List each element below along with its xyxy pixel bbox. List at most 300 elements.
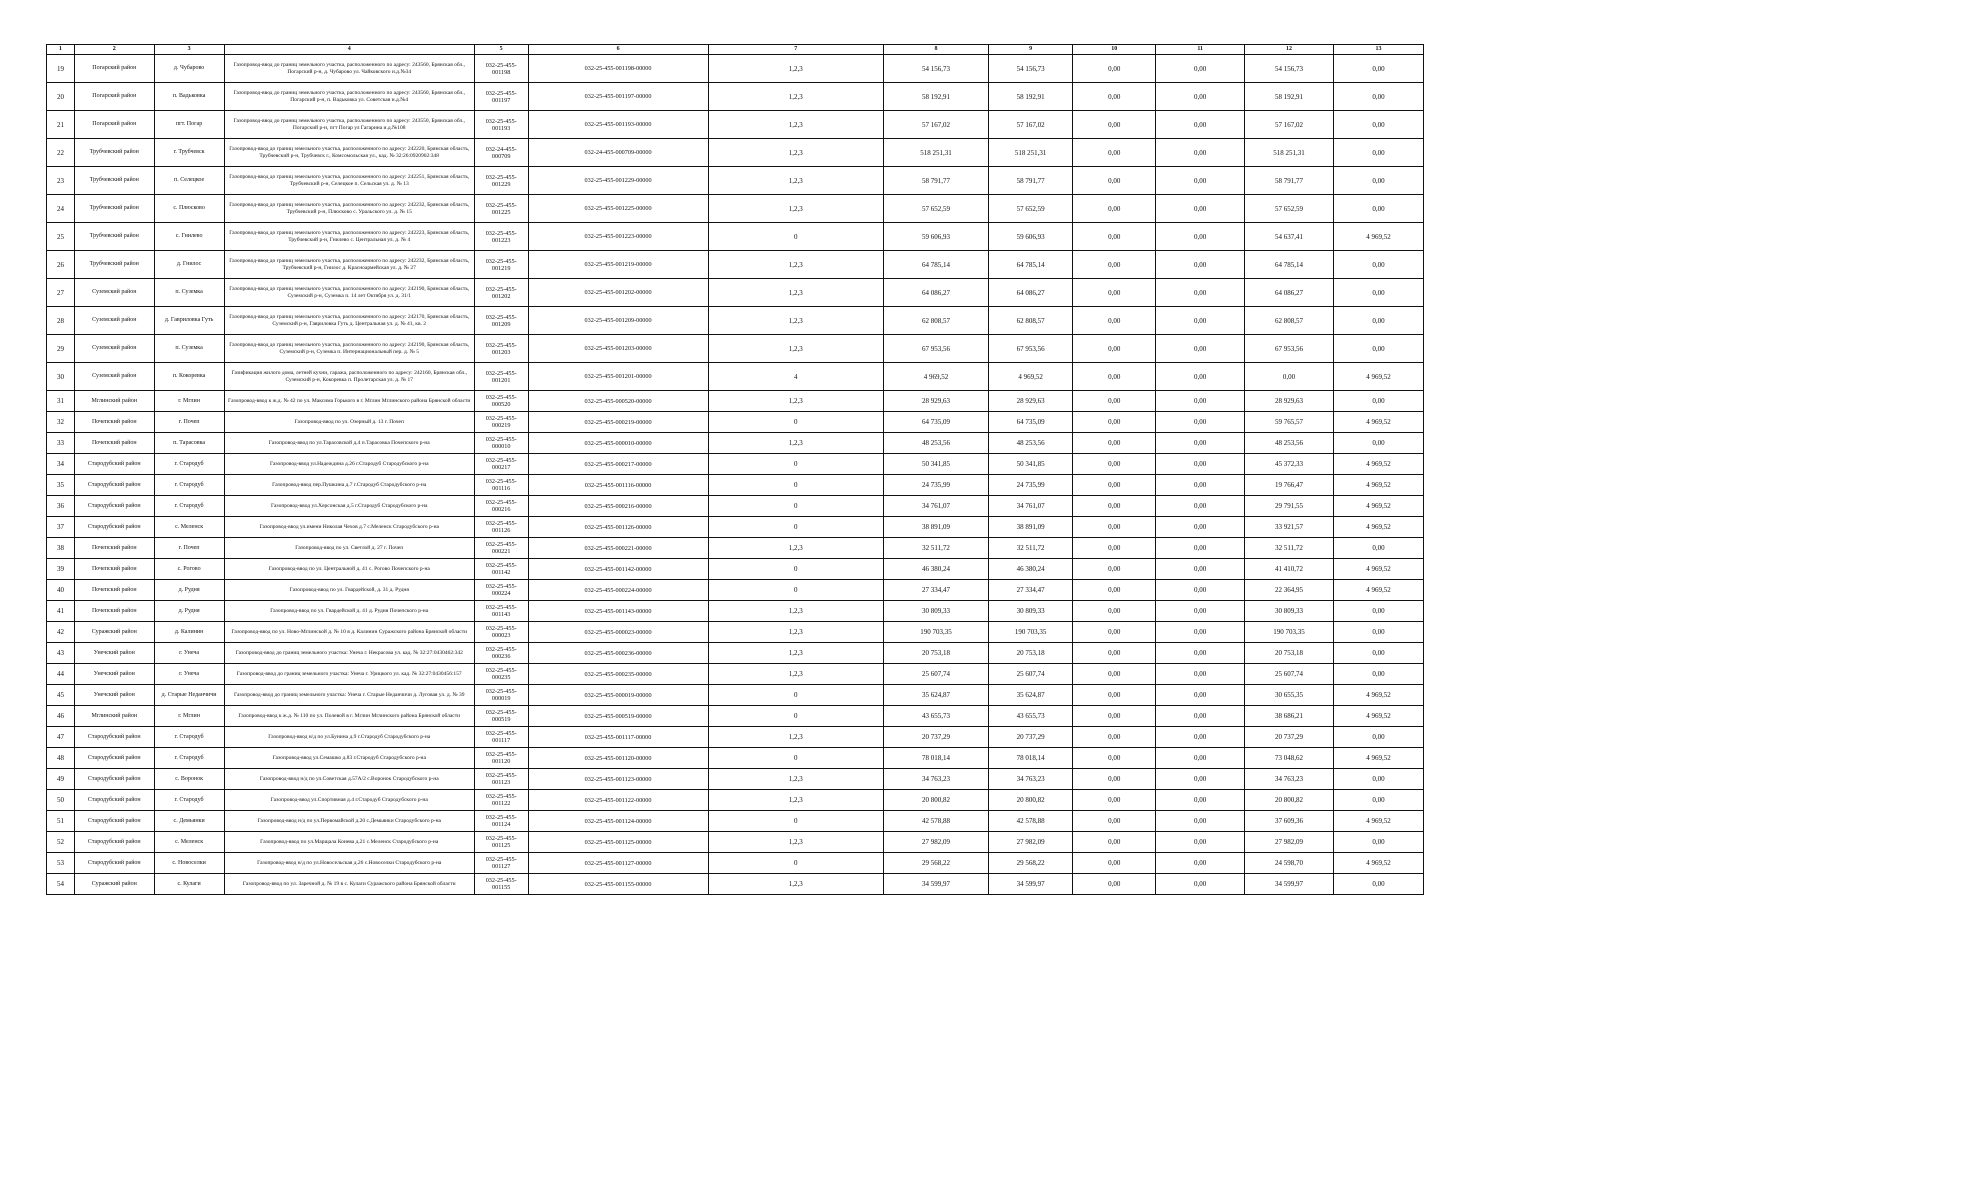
object-full-code-cell: 032-25-455-001155-00000 [528,874,708,895]
table-row [47,307,1424,335]
object-full-code-cell: 032-25-455-001203-00000 [528,335,708,363]
amount-col11-cell: 0,00 [1156,748,1245,769]
district-cell: Суземский район [75,363,154,391]
amount-col13-cell: 0,00 [1333,55,1423,83]
amount-col11-cell: 0,00 [1156,223,1245,251]
amount-col12-cell: 19 766,47 [1245,475,1334,496]
column-header: 9 [989,45,1073,55]
district-cell: Стародубский район [75,853,154,874]
district-cell: Стародубский район [75,517,154,538]
row-number-cell: 52 [47,832,75,853]
category-cell: 1,2,3 [708,83,883,111]
row-number-cell: 54 [47,874,75,895]
district-cell: Трубчевский район [75,223,154,251]
object-full-code-cell: 032-25-455-001229-00000 [528,167,708,195]
category-cell: 1,2,3 [708,727,883,748]
amount-col13-cell: 0,00 [1333,391,1423,412]
object-description-cell: Газопровод-ввод до границ земельного участка, расположенного по адресу: 242220, Брянская область, Трубчевский р-н, Трубчевск г., Комсомольская ул., кад. № 32:26:0920902:348 [224,139,474,167]
amount-col8-cell: 38 891,09 [883,517,988,538]
amount-col13-cell: 4 969,52 [1333,811,1423,832]
object-description-cell: Газопровод-ввод до границ земельного участка: Унеча г. Урицкого ул. кад. № 32:27:0430456:157 [224,664,474,685]
object-code-cell: 032-25-455-000235 [474,664,528,685]
table-row [47,475,1424,496]
object-code-cell: 032-25-455-001225 [474,195,528,223]
object-code-cell: 032-25-455-001203 [474,335,528,363]
amount-col9-cell: 38 891,09 [989,517,1073,538]
amount-col11-cell: 0,00 [1156,412,1245,433]
table-row [47,538,1424,559]
table-row [47,167,1424,195]
amount-col10-cell: 0,00 [1073,433,1156,454]
category-cell: 0 [708,748,883,769]
amount-col10-cell: 0,00 [1073,769,1156,790]
district-cell: Унечский район [75,643,154,664]
amount-col11-cell: 0,00 [1156,139,1245,167]
amount-col10-cell: 0,00 [1073,727,1156,748]
row-number-cell: 21 [47,111,75,139]
object-full-code-cell: 032-25-455-001197-00000 [528,83,708,111]
amount-col10-cell: 0,00 [1073,559,1156,580]
amount-col11-cell: 0,00 [1156,643,1245,664]
category-cell: 1,2,3 [708,139,883,167]
table-row [47,251,1424,279]
amount-col8-cell: 24 735,99 [883,475,988,496]
amount-col9-cell: 57 652,59 [989,195,1073,223]
locality-cell: д. Гавриловка Гуть [154,307,224,335]
amount-col8-cell: 57 652,59 [883,195,988,223]
amount-col10-cell: 0,00 [1073,874,1156,895]
category-cell: 1,2,3 [708,167,883,195]
amount-col8-cell: 32 511,72 [883,538,988,559]
object-description-cell: Газопровод-ввод ул.Херсонская д.5 г.Стародуб Стародубского р-на [224,496,474,517]
amount-col8-cell: 28 929,63 [883,391,988,412]
object-description-cell: Газопровод-ввод до границ земельного участка, расположенного по адресу: 242190, Брянская область, Суземский р-н, Суземка п. Интернациональный пер. д. № 5 [224,335,474,363]
category-cell: 0 [708,517,883,538]
amount-col10-cell: 0,00 [1073,391,1156,412]
category-cell: 1,2,3 [708,391,883,412]
table-row [47,685,1424,706]
amount-col11-cell: 0,00 [1156,832,1245,853]
amount-col9-cell: 30 809,33 [989,601,1073,622]
row-number-cell: 29 [47,335,75,363]
row-number-cell: 20 [47,83,75,111]
object-code-cell: 032-25-455-001229 [474,167,528,195]
table-row [47,433,1424,454]
amount-col12-cell: 58 192,91 [1245,83,1334,111]
table-row [47,559,1424,580]
object-full-code-cell: 032-25-455-001127-00000 [528,853,708,874]
column-header: 3 [154,45,224,55]
locality-cell: г. Стародуб [154,790,224,811]
amount-col13-cell: 4 969,52 [1333,706,1423,727]
object-full-code-cell: 032-25-455-000219-00000 [528,412,708,433]
object-description-cell: Газопровод-ввод до границ земельного участка: Унеча г. Старые Неданчичи д. Луговая ул. д. № 39 [224,685,474,706]
locality-cell: пгт. Погар [154,111,224,139]
object-description-cell: Газификация жилого дома, летней кухни, гаража, расположенного по адресу: 242160, Брянская обл., Суземский р-н, Кокоревка п. Пролетарская ул. д. № 17 [224,363,474,391]
district-cell: Стародубский район [75,496,154,517]
district-cell: Почепский район [75,433,154,454]
amount-col11-cell: 0,00 [1156,55,1245,83]
amount-col11-cell: 0,00 [1156,706,1245,727]
locality-cell: п. Тарасовка [154,433,224,454]
amount-col13-cell: 0,00 [1333,622,1423,643]
object-code-cell: 032-25-455-001143 [474,601,528,622]
object-full-code-cell: 032-25-455-001219-00000 [528,251,708,279]
district-cell: Суземский район [75,279,154,307]
amount-col12-cell: 48 253,56 [1245,433,1334,454]
locality-cell: с. Меленск [154,832,224,853]
amount-col13-cell: 0,00 [1333,111,1423,139]
object-code-cell: 032-25-455-001202 [474,279,528,307]
table-row [47,195,1424,223]
amount-col10-cell: 0,00 [1073,832,1156,853]
object-description-cell: Газопровод-ввод ул.Спортивная д.4 г.Стародуб Стародубского р-на [224,790,474,811]
table-row [47,55,1424,83]
amount-col8-cell: 48 253,56 [883,433,988,454]
locality-cell: с. Воронок [154,769,224,790]
amount-col8-cell: 64 086,27 [883,279,988,307]
locality-cell: с. Рогово [154,559,224,580]
amount-col10-cell: 0,00 [1073,853,1156,874]
object-description-cell: Газопровод-ввод к ж.д. № 110 по ул. Полевой в г. Мглин Мглинского района Брянской области [224,706,474,727]
amount-col9-cell: 64 086,27 [989,279,1073,307]
object-code-cell: 032-25-455-001124 [474,811,528,832]
object-full-code-cell: 032-25-455-000224-00000 [528,580,708,601]
amount-col9-cell: 28 929,63 [989,391,1073,412]
table-row [47,622,1424,643]
amount-col12-cell: 59 765,57 [1245,412,1334,433]
category-cell: 0 [708,559,883,580]
amount-col12-cell: 25 607,74 [1245,664,1334,685]
amount-col12-cell: 62 808,57 [1245,307,1334,335]
object-description-cell: Газопровод-ввод до границ земельного участка: Унеча г. Некрасова ул. кад. № 32:27:0430462:342 [224,643,474,664]
amount-col10-cell: 0,00 [1073,580,1156,601]
object-full-code-cell: 032-25-455-001116-00000 [528,475,708,496]
table-row [47,874,1424,895]
category-cell: 1,2,3 [708,643,883,664]
object-code-cell: 032-25-455-000023 [474,622,528,643]
locality-cell: г. Унеча [154,643,224,664]
amount-col8-cell: 27 334,47 [883,580,988,601]
amount-col10-cell: 0,00 [1073,685,1156,706]
object-description-cell: Газопровод-ввод н/д по ул.Новосельская д.26 с.Новоселки Стародубского р-на [224,853,474,874]
amount-col12-cell: 28 929,63 [1245,391,1334,412]
amount-col13-cell: 4 969,52 [1333,748,1423,769]
locality-cell: п. Суземка [154,279,224,307]
column-header: 4 [224,45,474,55]
table-row [47,363,1424,391]
object-code-cell: 032-25-455-001122 [474,790,528,811]
amount-col12-cell: 64 086,27 [1245,279,1334,307]
object-full-code-cell: 032-25-455-001126-00000 [528,517,708,538]
amount-col9-cell: 190 703,35 [989,622,1073,643]
amount-col11-cell: 0,00 [1156,790,1245,811]
amount-col8-cell: 50 341,85 [883,454,988,475]
row-number-cell: 53 [47,853,75,874]
object-full-code-cell: 032-25-455-000217-00000 [528,454,708,475]
amount-col13-cell: 0,00 [1333,643,1423,664]
row-number-cell: 24 [47,195,75,223]
amount-col9-cell: 48 253,56 [989,433,1073,454]
object-full-code-cell: 032-25-455-000235-00000 [528,664,708,685]
object-description-cell: Газопровод-ввод ул.Семашко д.83 г.Стародуб Стародубского р-на [224,748,474,769]
object-description-cell: Газопровод-ввод по ул. Озерный д. 13 г. Почеп [224,412,474,433]
amount-col10-cell: 0,00 [1073,307,1156,335]
row-number-cell: 43 [47,643,75,664]
object-code-cell: 032-25-455-001219 [474,251,528,279]
object-full-code-cell: 032-25-455-001117-00000 [528,727,708,748]
amount-col13-cell: 0,00 [1333,832,1423,853]
category-cell: 1,2,3 [708,335,883,363]
locality-cell: г. Стародуб [154,454,224,475]
amount-col13-cell: 4 969,52 [1333,580,1423,601]
amount-col11-cell: 0,00 [1156,622,1245,643]
amount-col10-cell: 0,00 [1073,223,1156,251]
object-description-cell: Газопровод-ввод по ул. Гвардейской, д. 31 д. Рудня [224,580,474,601]
row-number-cell: 51 [47,811,75,832]
amount-col8-cell: 34 761,07 [883,496,988,517]
table-row [47,601,1424,622]
amount-col11-cell: 0,00 [1156,811,1245,832]
object-full-code-cell: 032-25-455-001209-00000 [528,307,708,335]
object-full-code-cell: 032-24-455-000709-00000 [528,139,708,167]
amount-col9-cell: 54 156,73 [989,55,1073,83]
amount-col9-cell: 27 982,09 [989,832,1073,853]
district-cell: Почепский район [75,559,154,580]
amount-col9-cell: 46 380,24 [989,559,1073,580]
amount-col8-cell: 20 737,29 [883,727,988,748]
amount-col11-cell: 0,00 [1156,601,1245,622]
amount-col13-cell: 0,00 [1333,727,1423,748]
amount-col8-cell: 58 791,77 [883,167,988,195]
amount-col11-cell: 0,00 [1156,727,1245,748]
amount-col13-cell: 0,00 [1333,307,1423,335]
amount-col9-cell: 62 808,57 [989,307,1073,335]
object-code-cell: 032-25-455-001125 [474,832,528,853]
column-header: 7 [708,45,883,55]
object-full-code-cell: 032-25-455-001120-00000 [528,748,708,769]
table-row [47,811,1424,832]
amount-col9-cell: 35 624,87 [989,685,1073,706]
amount-col11-cell: 0,00 [1156,538,1245,559]
object-description-cell: Газопровод-ввод по ул. Гвардейской д. 41 д. Рудня Почепского р-на [224,601,474,622]
amount-col9-cell: 4 969,52 [989,363,1073,391]
category-cell: 1,2,3 [708,279,883,307]
amount-col8-cell: 67 953,56 [883,335,988,363]
object-full-code-cell: 032-25-455-001193-00000 [528,111,708,139]
object-code-cell: 032-25-455-001209 [474,307,528,335]
category-cell: 0 [708,706,883,727]
amount-col8-cell: 64 735,09 [883,412,988,433]
object-description-cell: Газопровод-ввод до границ земельного участка, расположенного по адресу: 242251, Брянская область, Трубчевский р-н, Селецкое п. Сельская ул. д. № 13 [224,167,474,195]
amount-col11-cell: 0,00 [1156,664,1245,685]
table-row [47,111,1424,139]
object-description-cell: Газопровод-ввод до границ земельного участка, расположенного по адресу: 243560, Брянская обл., Погарский р-н, п. Вадьковка ул. Советская и.д.№4 [224,83,474,111]
row-number-cell: 19 [47,55,75,83]
amount-col8-cell: 58 192,91 [883,83,988,111]
category-cell: 0 [708,496,883,517]
district-cell: Стародубский район [75,790,154,811]
amount-col12-cell: 518 251,31 [1245,139,1334,167]
locality-cell: г. Мглин [154,706,224,727]
amount-col12-cell: 73 048,62 [1245,748,1334,769]
table-row [47,748,1424,769]
amount-col12-cell: 20 737,29 [1245,727,1334,748]
object-code-cell: 032-24-455-000709 [474,139,528,167]
amount-col13-cell: 4 969,52 [1333,475,1423,496]
category-cell: 0 [708,223,883,251]
object-full-code-cell: 032-25-455-001122-00000 [528,790,708,811]
column-header: 12 [1245,45,1334,55]
district-cell: Почепский район [75,538,154,559]
object-code-cell: 032-25-455-001126 [474,517,528,538]
amount-col9-cell: 518 251,31 [989,139,1073,167]
category-cell: 0 [708,475,883,496]
column-header: 2 [75,45,154,55]
row-number-cell: 48 [47,748,75,769]
amount-col9-cell: 29 568,22 [989,853,1073,874]
object-description-cell: Газопровод-ввод ул.имени Николая Чехов д.7 с.Меленск Стародубского р-на [224,517,474,538]
category-cell: 1,2,3 [708,195,883,223]
object-full-code-cell: 032-25-455-000023-00000 [528,622,708,643]
amount-col10-cell: 0,00 [1073,475,1156,496]
object-code-cell: 032-25-455-000221 [474,538,528,559]
object-description-cell: Газопровод-ввод пер.Пушкина д.7 г.Стародуб Стародубского р-на [224,475,474,496]
amount-col9-cell: 32 511,72 [989,538,1073,559]
table-row [47,643,1424,664]
amount-col13-cell: 0,00 [1333,139,1423,167]
amount-col10-cell: 0,00 [1073,363,1156,391]
amount-col12-cell: 37 609,36 [1245,811,1334,832]
amount-col11-cell: 0,00 [1156,496,1245,517]
column-header: 5 [474,45,528,55]
district-cell: Погарский район [75,83,154,111]
object-description-cell: Газопровод-ввод ул.Надеждина д.26 г.Стародуб Стародубского р-на [224,454,474,475]
object-full-code-cell: 032-25-455-001142-00000 [528,559,708,580]
object-full-code-cell: 032-25-455-000019-00000 [528,685,708,706]
amount-col11-cell: 0,00 [1156,433,1245,454]
category-cell: 0 [708,811,883,832]
amount-col13-cell: 4 969,52 [1333,454,1423,475]
locality-cell: д. Чубарово [154,55,224,83]
object-code-cell: 032-25-455-000216 [474,496,528,517]
amount-col13-cell: 0,00 [1333,601,1423,622]
amount-col10-cell: 0,00 [1073,706,1156,727]
amount-col12-cell: 34 763,23 [1245,769,1334,790]
district-cell: Мглинский район [75,391,154,412]
district-cell: Суземский район [75,307,154,335]
object-full-code-cell: 032-25-455-001201-00000 [528,363,708,391]
amount-col9-cell: 20 800,82 [989,790,1073,811]
district-cell: Стародубский район [75,832,154,853]
amount-col11-cell: 0,00 [1156,391,1245,412]
column-header: 8 [883,45,988,55]
object-code-cell: 032-25-455-000224 [474,580,528,601]
object-description-cell: Газопровод-ввод к ж.д. № 42 по ул. Максима Горького в г. Мглин Мглинского района Брянской области [224,391,474,412]
table-row [47,769,1424,790]
category-cell: 4 [708,363,883,391]
amount-col8-cell: 27 982,09 [883,832,988,853]
amount-col8-cell: 518 251,31 [883,139,988,167]
locality-cell: д. Гнилос [154,251,224,279]
row-number-cell: 25 [47,223,75,251]
district-cell: Погарский район [75,111,154,139]
amount-col8-cell: 59 606,93 [883,223,988,251]
amount-col13-cell: 0,00 [1333,335,1423,363]
amount-col13-cell: 4 969,52 [1333,223,1423,251]
amount-col10-cell: 0,00 [1073,811,1156,832]
amount-col11-cell: 0,00 [1156,363,1245,391]
amount-col9-cell: 59 606,93 [989,223,1073,251]
row-number-cell: 44 [47,664,75,685]
amount-col12-cell: 22 364,95 [1245,580,1334,601]
category-cell: 0 [708,454,883,475]
district-cell: Трубчевский район [75,139,154,167]
amount-col10-cell: 0,00 [1073,412,1156,433]
district-cell: Трубчевский район [75,167,154,195]
amount-col9-cell: 64 785,14 [989,251,1073,279]
amount-col11-cell: 0,00 [1156,853,1245,874]
amount-col12-cell: 29 791,55 [1245,496,1334,517]
table-row [47,279,1424,307]
amount-col13-cell: 4 969,52 [1333,685,1423,706]
amount-col13-cell: 0,00 [1333,433,1423,454]
amount-col11-cell: 0,00 [1156,559,1245,580]
amount-col10-cell: 0,00 [1073,454,1156,475]
row-number-cell: 37 [47,517,75,538]
amount-col13-cell: 0,00 [1333,538,1423,559]
amount-col8-cell: 46 380,24 [883,559,988,580]
amount-col13-cell: 0,00 [1333,664,1423,685]
object-code-cell: 032-25-455-000217 [474,454,528,475]
object-full-code-cell: 032-25-455-000520-00000 [528,391,708,412]
amount-col9-cell: 20 737,29 [989,727,1073,748]
amount-col9-cell: 34 761,07 [989,496,1073,517]
amount-col8-cell: 42 578,88 [883,811,988,832]
row-number-cell: 35 [47,475,75,496]
locality-cell: д. Рудня [154,580,224,601]
district-cell: Стародубский район [75,454,154,475]
amount-col12-cell: 0,00 [1245,363,1334,391]
amount-col10-cell: 0,00 [1073,790,1156,811]
amount-col8-cell: 20 753,18 [883,643,988,664]
amount-col9-cell: 27 334,47 [989,580,1073,601]
amount-col11-cell: 0,00 [1156,111,1245,139]
amount-col8-cell: 25 607,74 [883,664,988,685]
amount-col8-cell: 62 808,57 [883,307,988,335]
amount-col11-cell: 0,00 [1156,307,1245,335]
table-row [47,727,1424,748]
table-row [47,139,1424,167]
locality-cell: д. Калинин [154,622,224,643]
amount-col12-cell: 32 511,72 [1245,538,1334,559]
object-code-cell: 032-25-455-001142 [474,559,528,580]
amount-col12-cell: 41 410,72 [1245,559,1334,580]
amount-col11-cell: 0,00 [1156,335,1245,363]
row-number-cell: 41 [47,601,75,622]
locality-cell: п. Суземка [154,335,224,363]
object-code-cell: 032-25-455-001117 [474,727,528,748]
locality-cell: с. Новоселки [154,853,224,874]
amount-col9-cell: 78 018,14 [989,748,1073,769]
locality-cell: д. Рудня [154,601,224,622]
amount-col12-cell: 190 703,35 [1245,622,1334,643]
object-full-code-cell: 032-25-455-001223-00000 [528,223,708,251]
amount-col12-cell: 24 598,70 [1245,853,1334,874]
amount-col11-cell: 0,00 [1156,83,1245,111]
district-cell: Стародубский район [75,769,154,790]
amount-col8-cell: 34 763,23 [883,769,988,790]
